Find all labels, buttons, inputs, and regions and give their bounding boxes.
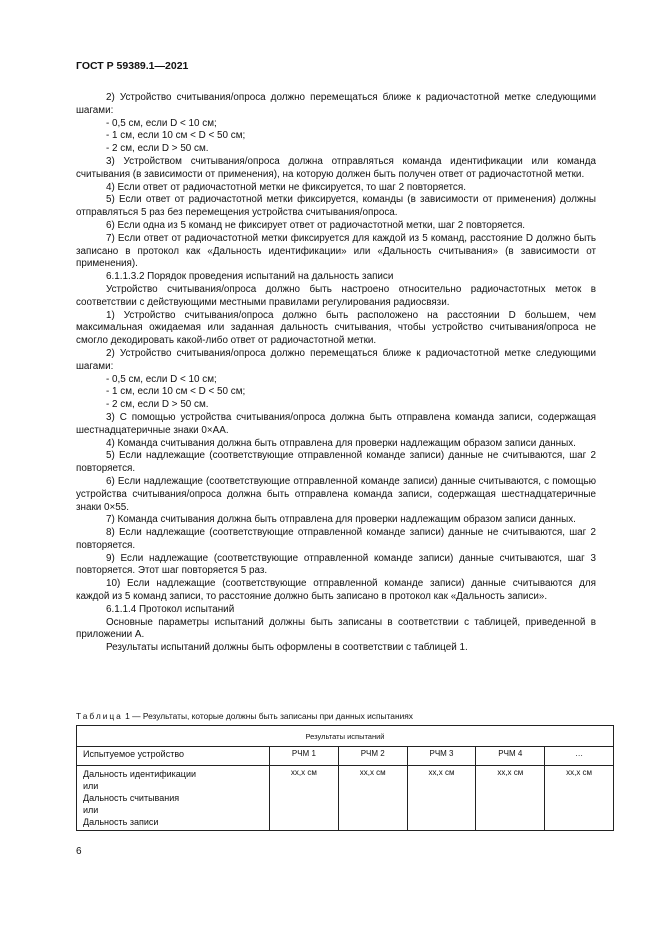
table-caption-text: 1 — Результаты, которые должны быть записаны при данных испытаниях xyxy=(122,711,413,721)
paragraph: 8) Если надлежащие (соответствующие отправленной команде записи) данные не считываются, шаг 2 повторяется. xyxy=(76,527,596,551)
table-cell: хх,х см xyxy=(407,766,476,831)
column-header-rfid-2: РЧМ 2 xyxy=(338,747,407,766)
paragraph: 1) Устройство считывания/опроса должно быть расположено на расстоянии D большем, чем максимальная ожидаемая или заданная дальность считывания, чтобы устройство считывания/опроса не смогло декодировать какой-либо ответ от радиочастотной метки. xyxy=(76,309,596,347)
paragraph: 7) Команда считывания должна быть отправлена для проверки надлежащим образом записи данных. xyxy=(106,514,576,526)
paragraph: 6.1.1.4 Протокол испытаний xyxy=(106,603,235,615)
list-item: - 2 см, если D > 50 см. xyxy=(106,399,209,411)
paragraph: 4) Команда считывания должна быть отправлена для проверки надлежащим образом записи данных. xyxy=(106,437,576,449)
column-header-more: … xyxy=(545,747,614,766)
column-header-rfid-3: РЧМ 3 xyxy=(407,747,476,766)
list-item: - 2 см, если D > 50 см. xyxy=(106,143,209,155)
row-label-line: Дальность идентификации xyxy=(83,769,197,779)
table-cell: хх,х см xyxy=(476,766,545,831)
paragraph: Устройство считывания/опроса должно быть настроено относительно радиочастотных меток в соответствии с действующими местными правилами регулирования радиосвязи. xyxy=(76,283,596,308)
table-caption xyxy=(76,711,413,721)
paragraph: 6) Если надлежащие (соответствующие отправленной команде записи) данные считываются, с помощью устройства считывания/опроса должна быть отправлена команда записи, содержащая шестнадцатеричные знаки 0×55. xyxy=(76,475,596,513)
paragraph: 3) Устройством считывания/опроса должна отправляться команда идентификации или команда считывания (в зависимости от применения), на которую должен быть получен ответ от радиочастотной метки. xyxy=(76,155,596,180)
row-label-line: Дальность записи xyxy=(83,817,159,827)
paragraph: 5) Если ответ от радиочастотной метки фиксируется, команды (в зависимости от применения) должны отправляться 5 раз без перемещения устройства считывания/опроса. xyxy=(76,194,596,219)
paragraph: 5) Если надлежащие (соответствующие отправленной команде записи) данные не считываются, шаг 2 повторяется. xyxy=(76,450,596,475)
column-header-rfid-4: РЧМ 4 xyxy=(476,747,545,766)
list-item: - 1 см, если 10 см < D < 50 см; xyxy=(106,130,246,142)
paragraph: Основные параметры испытаний должны быть записаны в соответствии с таблицей, приведенной в приложении А. xyxy=(76,616,596,641)
document-body xyxy=(76,92,596,655)
paragraph: 6) Если одна из 5 команд не фиксирует ответ от радиочастотной метки, шаг 2 повторяется. xyxy=(106,219,526,231)
paragraph: 10) Если надлежащие (соответствующие отправленной команде записи) данные считываются для каждой из 5 команд записи, то расстояние должно быть записано в протокол как «Дальность записи». xyxy=(76,578,596,603)
paragraph: 2) Устройство считывания/опроса должно перемещаться ближе к радиочастотной метке следующими шагами: xyxy=(76,92,596,116)
table-cell: хх,х см xyxy=(545,766,614,831)
column-header-rfid-1: РЧМ 1 xyxy=(270,747,339,766)
paragraph: 3) С помощью устройства считывания/опроса должна быть отправлена команда записи, содержащая шестнадцатеричные знаки 0×AA. xyxy=(76,411,596,436)
results-table xyxy=(76,725,614,831)
row-label-line: Дальность считывания xyxy=(83,793,180,803)
paragraph: Результаты испытаний должны быть оформлены в соответствии с таблицей 1. xyxy=(106,642,468,654)
page-number: 6 xyxy=(76,846,82,857)
row-label-line: или xyxy=(83,781,99,791)
list-item: - 0,5 см, если D < 10 см; xyxy=(106,117,217,129)
table-title: Результаты испытаний xyxy=(77,726,614,747)
paragraph: 6.1.1.3.2 Порядок проведения испытаний на дальность записи xyxy=(106,271,394,283)
document-header: ГОСТ Р 59389.1—2021 xyxy=(76,60,189,72)
table-caption-label: Таблица xyxy=(76,711,123,721)
row-label-line: или xyxy=(83,805,99,815)
list-item: - 0,5 см, если D < 10 см; xyxy=(106,373,217,385)
row-label xyxy=(77,766,270,831)
table-cell: хх,х см xyxy=(338,766,407,831)
list-item: - 1 см, если 10 см < D < 50 см; xyxy=(106,386,246,398)
paragraph: 4) Если ответ от радиочастотной метки не фиксируется, то шаг 2 повторяется. xyxy=(106,181,466,193)
table-cell: хх,х см xyxy=(270,766,339,831)
paragraph: 7) Если ответ от радиочастотной метки фиксируется для каждой из 5 команд, расстояние D должно быть записано в протокол как «Дальность идентификации» или «Дальность считывания» (в зависимости от применения). xyxy=(76,232,596,270)
paragraph: 9) Если надлежащие (соответствующие отправленной команде записи) данные считываются, шаг 3 повторяется. Этот шаг повторяется 5 раз. xyxy=(76,552,596,577)
device-header: Испытуемое устройство xyxy=(77,747,270,766)
paragraph: 2) Устройство считывания/опроса должно перемещаться ближе к радиочастотной метке следующими шагами: xyxy=(76,347,596,372)
